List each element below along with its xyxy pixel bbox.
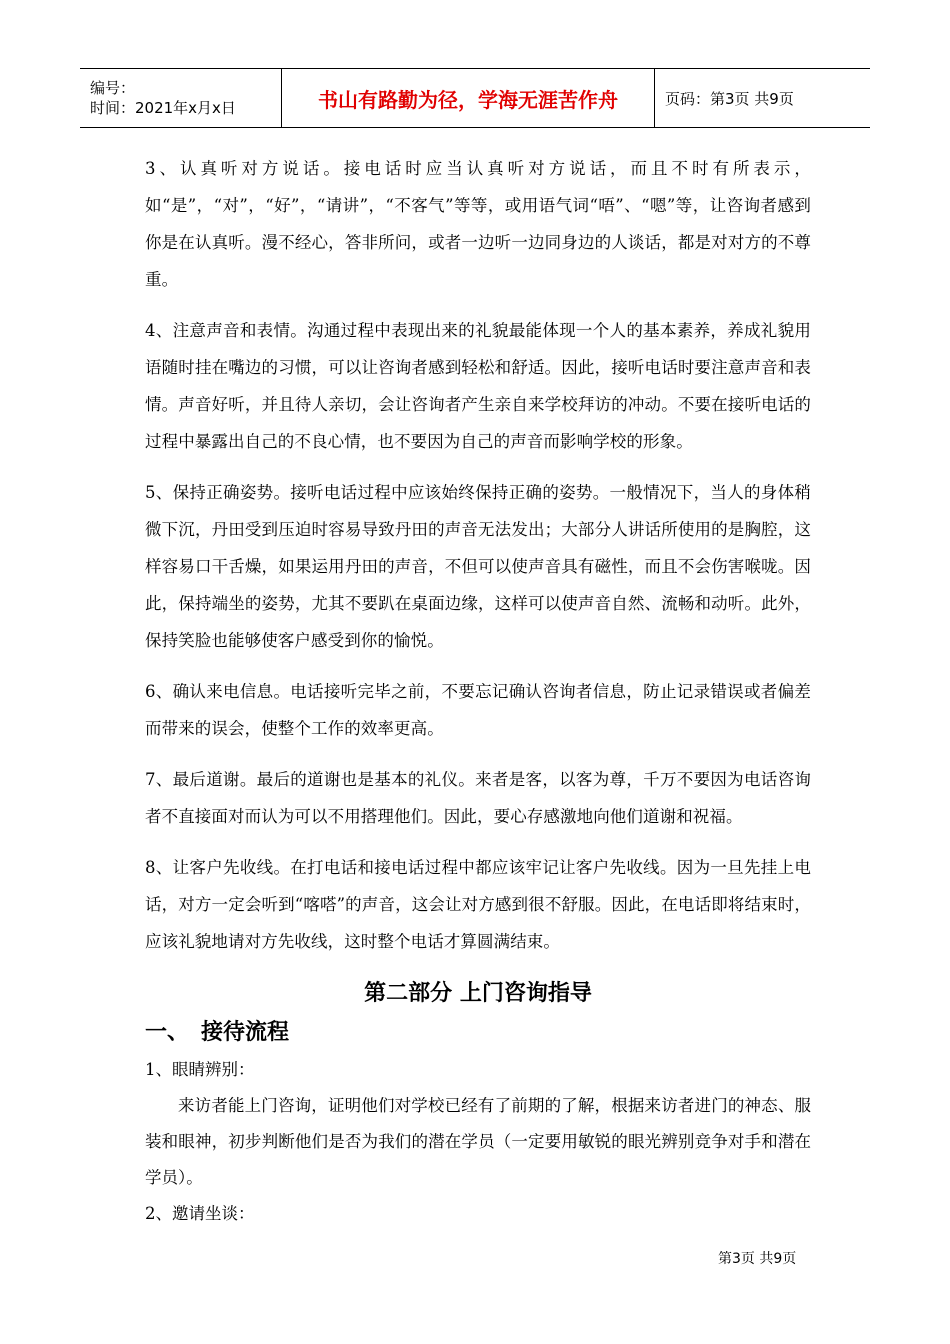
header-page-code <box>655 69 870 127</box>
serial-number-label: 编号： <box>90 79 136 97</box>
header-motto <box>282 69 655 127</box>
subsection-title: 接待流程 <box>201 1020 290 1045</box>
subsection-number: 一、 <box>145 1020 190 1045</box>
date-label: 时间：2021年x月x日 <box>90 99 236 117</box>
section-title: 第二部分 上门咨询指导 <box>364 981 592 1006</box>
page-header <box>80 68 870 128</box>
paragraph-3: 3、认真听对方说话。接电话时应当认真听对方说话，而且不时有所表示，如“是”，“对”，“好”，“请讲”，“不客气”等等，或用语气词“唔”、“嗯”等，让咨询者感到你是在认真听。漫不经心，答非所问，或者一边听一边同身边的人谈话，都是对对方的不尊重。 <box>145 159 811 289</box>
document-body <box>145 150 811 1232</box>
item-2-label: 2、邀请坐谈： <box>145 1204 255 1223</box>
paragraph-7: 7、最后道谢。最后的道谢也是基本的礼仪。来者是客，以客为尊，千万不要因为电话咨询者不直接面对而认为可以不用搭理他们。因此，要心存感激地向他们道谢和祝福。 <box>145 770 811 826</box>
motto-text: 书山有路勤为径，学海无涯苦作舟 <box>318 87 618 112</box>
item-1-label: 1、眼睛辨别： <box>145 1060 255 1079</box>
paragraph-8: 8、让客户先收线。在打电话和接电话过程中都应该牢记让客户先收线。因为一旦先挂上电话，对方一定会听到“喀嗒”的声音，这会让对方感到很不舒服。因此，在电话即将结束时，应该礼貌地请对方先收线，这时整个电话才算圆满结束。 <box>145 858 811 951</box>
paragraph-6: 6、确认来电信息。电话接听完毕之前，不要忘记确认咨询者信息，防止记录错误或者偏差而带来的误会，使整个工作的效率更高。 <box>145 682 811 738</box>
page-footer: 第3页 共9页 <box>718 1251 797 1267</box>
subsection-heading <box>145 1014 811 1052</box>
paragraph-4: 4、注意声音和表情。沟通过程中表现出来的礼貌最能体现一个人的基本素养，养成礼貌用语随时挂在嘴边的习惯，可以让咨询者感到轻松和舒适。因此，接听电话时要注意声音和表情。声音好听，并且待人亲切，会让咨询者产生亲自来学校拜访的冲动。不要在接听电话的过程中暴露出自己的不良心情，也不要因为自己的声音而影响学校的形象。 <box>145 321 811 451</box>
item-1-text: 来访者能上门咨询，证明他们对学校已经有了前期的了解，根据来访者进门的神态、服装和眼神，初步判断他们是否为我们的潜在学员（一定要用敏锐的眼光辨别竞争对手和潜在学员）。 <box>145 1096 811 1187</box>
header-meta <box>80 69 282 127</box>
paragraph-5: 5、保持正确姿势。接听电话过程中应该始终保持正确的姿势。一般情况下，当人的身体稍微下沉，丹田受到压迫时容易导致丹田的声音无法发出；大部分人讲话所使用的是胸腔，这样容易口干舌燥，如果运用丹田的声音，不但可以使声音具有磁性，而且不会伤害喉咙。因此，保持端坐的姿势，尤其不要趴在桌面边缘，这样可以使声音自然、流畅和动听。此外，保持笑脸也能够使客户感受到你的愉悦。 <box>145 483 811 650</box>
page-code-text: 页码：第3页 共9页 <box>665 89 794 108</box>
